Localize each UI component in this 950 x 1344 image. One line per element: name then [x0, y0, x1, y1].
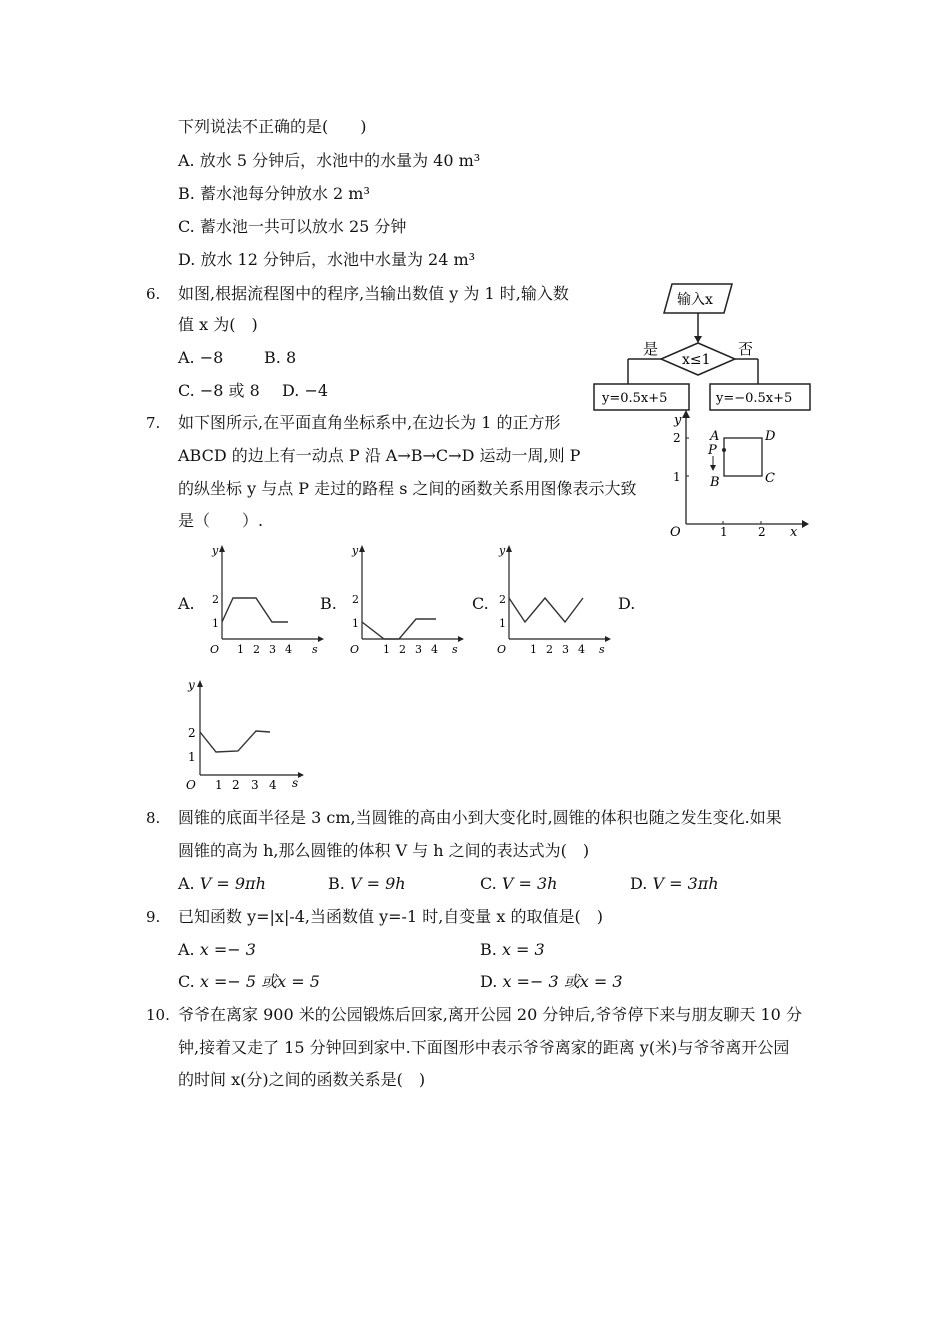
- q9-line1: 已知函数 y=|x|-4,当函数值 y=-1 时,自变量 x 的取值是( ): [178, 907, 603, 926]
- sq-y-tick-1: 1: [673, 470, 681, 484]
- flowchart: [590, 280, 815, 420]
- sq-y-tick-2: 2: [673, 431, 681, 445]
- graph-b-s1: 1: [383, 643, 390, 656]
- q7-choice-b-letter: B.: [320, 594, 337, 613]
- sq-x-tick-1: 1: [720, 525, 728, 539]
- q9-option-d: D. x =− 3 或x = 3: [480, 972, 623, 991]
- graph-b-origin: O: [350, 643, 360, 656]
- graph-b-y2: 2: [352, 593, 359, 606]
- sq-x-label: x: [790, 525, 798, 540]
- graph-a-s3: 3: [269, 643, 276, 656]
- graph-a-s1: 1: [237, 643, 244, 656]
- q5-option-d: D. 放水 12 分钟后，水池中水量为 24 m³: [178, 250, 476, 269]
- graph-d-s3: 3: [251, 778, 259, 792]
- graph-c-s1: 1: [530, 643, 537, 656]
- flowchart-left-formula: y=0.5x+5: [602, 391, 668, 406]
- q8-option-d: D. V = 3πh: [630, 874, 719, 893]
- graph-b-s4: 4: [431, 643, 438, 656]
- q9-number: 9.: [146, 908, 161, 926]
- q10-number: 10.: [146, 1006, 170, 1024]
- q10-line1: 爷爷在离家 900 米的公园锻炼后回家,离开公园 20 分钟后,爷爷停下来与朋友聊天 10 分: [178, 1005, 802, 1024]
- graph-d-y-label: y: [188, 678, 195, 692]
- flowchart-condition: x≤1: [682, 352, 711, 368]
- q5-stem: 下列说法不正确的是( ): [178, 117, 367, 136]
- q10-line3: 的时间 x(分)之间的函数关系是( ): [178, 1070, 426, 1089]
- flowchart-right-formula: y=−0.5x+5: [716, 391, 793, 406]
- graph-c-y2: 2: [499, 593, 506, 606]
- graph-c-s3: 3: [562, 643, 569, 656]
- q7-line2: ABCD 的边上有一动点 P 沿 A→B→C→D 运动一周,则 P: [178, 446, 581, 465]
- graph-c-y1: 1: [499, 617, 506, 630]
- graph-d: [176, 675, 306, 797]
- graph-a-s4: 4: [285, 643, 292, 656]
- graph-b: [340, 540, 465, 660]
- q5-option-a: A. 放水 5 分钟后，水池中的水量为 40 m³: [178, 151, 481, 170]
- graph-b-s3: 3: [415, 643, 422, 656]
- graph-c-origin: O: [497, 643, 507, 656]
- graph-d-s1: 1: [215, 778, 223, 792]
- graph-d-s-label: s: [292, 776, 299, 790]
- q8-option-b: B. V = 9h: [328, 874, 406, 893]
- graph-c-curve: [509, 598, 583, 622]
- graph-a-s2: 2: [253, 643, 260, 656]
- square-figure: [664, 410, 809, 540]
- q9-option-a: A. x =− 3: [178, 940, 256, 959]
- q8-line2: 圆锥的高为 h,那么圆锥的体积 V 与 h 之间的表达式为( ): [178, 841, 590, 860]
- graph-a-origin: O: [210, 643, 220, 656]
- graph-c-s-label: s: [599, 643, 605, 656]
- q6-option-a: A. −8: [178, 348, 224, 367]
- sq-point-a: A: [710, 429, 720, 444]
- q7-choice-d-letter: D.: [618, 594, 636, 613]
- q6-option-c: C. −8 或 8: [178, 381, 260, 400]
- sq-point-d: D: [765, 429, 776, 444]
- q6-line1: 如图,根据流程图中的程序,当输出数值 y 为 1 时,输入数: [178, 284, 569, 303]
- square-abcd: [724, 438, 762, 476]
- q6-option-b: B. 8: [264, 348, 297, 367]
- q7-line3: 的纵坐标 y 与点 P 走过的路程 s 之间的函数关系用图像表示大致: [178, 479, 637, 498]
- graph-b-curve: [362, 619, 436, 639]
- graph-a-y-label: y: [212, 544, 219, 557]
- q9-option-c: C. x =− 5 或x = 5: [178, 972, 320, 991]
- graph-b-s-label: s: [452, 643, 458, 656]
- flowchart-yes: 是: [643, 340, 659, 358]
- sq-point-c: C: [765, 471, 775, 486]
- graph-d-origin: O: [186, 778, 196, 792]
- q5-option-c: C. 蓄水池一共可以放水 25 分钟: [178, 217, 407, 236]
- graph-a: [200, 540, 325, 660]
- sq-x-tick-2: 2: [758, 525, 766, 539]
- sq-point-p: P: [708, 443, 717, 458]
- sq-y-label: y: [674, 413, 682, 428]
- graph-c-s2: 2: [546, 643, 553, 656]
- graph-d-s2: 2: [232, 778, 240, 792]
- q5-option-b: B. 蓄水池每分钟放水 2 m³: [178, 184, 370, 203]
- flowchart-input-text: 输入x: [677, 292, 713, 308]
- graph-d-y2: 2: [188, 726, 196, 740]
- graph-a-s-label: s: [312, 643, 318, 656]
- q8-number: 8.: [146, 809, 161, 827]
- sq-point-b: B: [710, 475, 720, 490]
- q7-line4: 是（ ）.: [178, 511, 264, 530]
- flowchart-no: 否: [738, 340, 754, 358]
- q6-line2: 值 x 为( ): [178, 315, 258, 334]
- q7-number: 7.: [146, 414, 161, 432]
- graph-d-curve: [200, 731, 270, 752]
- q8-line1: 圆锥的底面半径是 3 cm,当圆锥的高由小到大变化时,圆锥的体积也随之发生变化.如果: [178, 808, 782, 827]
- graph-d-s4: 4: [269, 778, 277, 792]
- graph-a-y1: 1: [212, 617, 219, 630]
- point-p-dot: [722, 448, 726, 452]
- graph-c-y-label: y: [499, 544, 506, 557]
- graph-b-y1: 1: [352, 617, 359, 630]
- graph-b-s2: 2: [399, 643, 406, 656]
- q7-line1: 如下图所示,在平面直角坐标系中,在边长为 1 的正方形: [178, 413, 561, 432]
- graph-d-y1: 1: [188, 750, 196, 764]
- q7-choice-c-letter: C.: [472, 594, 489, 613]
- q6-option-d: D. −4: [282, 381, 329, 400]
- q8-option-a: A. V = 9πh: [178, 874, 266, 893]
- q7-choice-a-letter: A.: [178, 594, 195, 613]
- graph-c: [487, 540, 612, 660]
- q8-option-c: C. V = 3h: [480, 874, 558, 893]
- graph-a-curve: [222, 598, 288, 622]
- graph-a-y2: 2: [212, 593, 219, 606]
- graph-b-y-label: y: [352, 544, 359, 557]
- q9-option-b: B. x = 3: [480, 940, 545, 959]
- q10-line2: 钟,接着又走了 15 分钟回到家中.下面图形中表示爷爷离家的距离 y(米)与爷爷离开公园: [178, 1038, 790, 1057]
- q6-number: 6.: [146, 285, 161, 303]
- sq-origin: O: [670, 525, 681, 540]
- graph-c-s4: 4: [578, 643, 585, 656]
